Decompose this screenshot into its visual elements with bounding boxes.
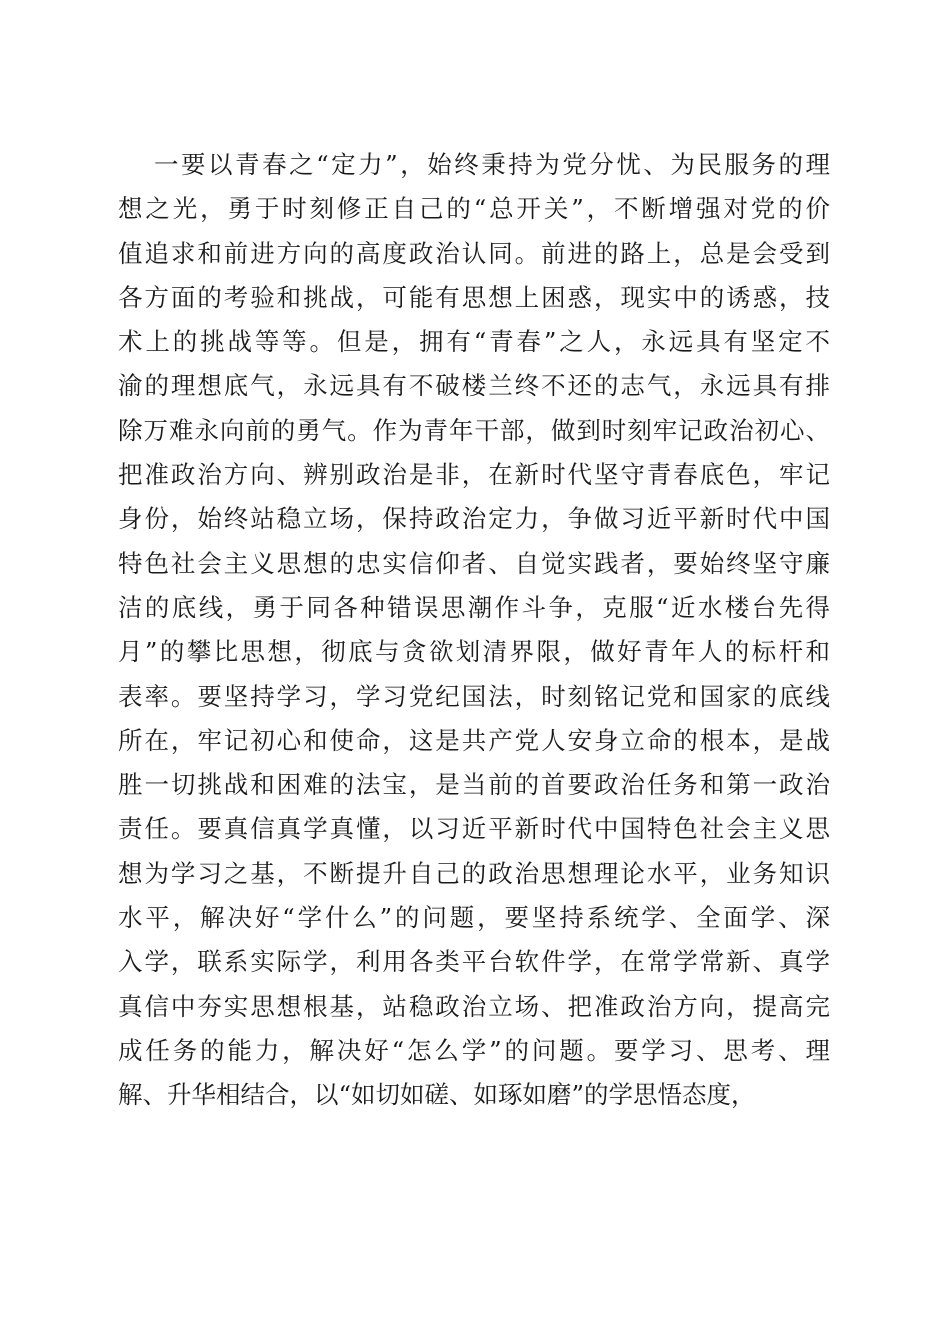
paragraph-line: 想之光，勇于时刻修正自己的“总开关”，不断增强对党的价	[118, 194, 830, 224]
paragraph-line: 把准政治方向、辨别政治是非，在新时代坚守青春底色，牢记	[118, 460, 830, 490]
paragraph-line: 解、升华相结合，以“如切如磋、如琢如磨”的学思悟态度，	[118, 1080, 756, 1110]
paragraph-line: 所在，牢记初心和使命，这是共产党人安身立命的根本，是战	[118, 725, 830, 755]
paragraph-line: 水平，解决好“学什么”的问题，要坚持系统学、全面学、深	[118, 903, 830, 933]
paragraph-line: 一要以青春之“定力”，始终秉持为党分忧、为民服务的理	[154, 150, 830, 179]
paragraph-line: 想为学习之基，不断提升自己的政治思想理论水平，业务知识	[118, 858, 830, 888]
paragraph-line: 表率。要坚持学习，学习党纪国法，时刻铭记党和国家的底线	[118, 681, 830, 711]
paragraph-line: 除万难永向前的勇气。作为青年干部，做到时刻牢记政治初心、	[118, 415, 830, 445]
paragraph-line: 渝的理想底气，永远具有不破楼兰终不还的志气，永远具有排	[118, 371, 830, 401]
paragraph-line: 值追求和前进方向的高度政治认同。前进的路上，总是会受到	[118, 238, 830, 268]
paragraph-line: 身份，始终站稳立场，保持政治定力，争做习近平新时代中国	[118, 504, 830, 534]
paragraph-line: 成任务的能力，解决好“怎么学”的问题。要学习、思考、理	[118, 1035, 830, 1065]
paragraph-line: 胜一切挑战和困难的法宝，是当前的首要政治任务和第一政治	[118, 770, 830, 800]
paragraph-line: 月”的攀比思想，彻底与贪欲划清界限，做好青年人的标杆和	[118, 637, 830, 667]
paragraph-line: 入学，联系实际学，利用各类平台软件学，在常学常新、真学	[118, 947, 830, 977]
body-paragraph	[118, 143, 830, 1118]
paragraph-line: 各方面的考验和挑战，可能有思想上困惑，现实中的诱惑，技	[118, 282, 830, 312]
paragraph-line: 术上的挑战等等。但是，拥有“青春”之人，永远具有坚定不	[118, 327, 830, 357]
paragraph-line: 责任。要真信真学真懂，以习近平新时代中国特色社会主义思	[118, 814, 830, 844]
paragraph-line: 洁的底线，勇于同各种错误思潮作斗争，克服“近水楼台先得	[118, 592, 830, 622]
paragraph-line: 特色社会主义思想的忠实信仰者、自觉实践者，要始终坚守廉	[118, 548, 830, 578]
paragraph-line: 真信中夯实思想根基，站稳政治立场、把准政治方向，提高完	[118, 991, 830, 1021]
